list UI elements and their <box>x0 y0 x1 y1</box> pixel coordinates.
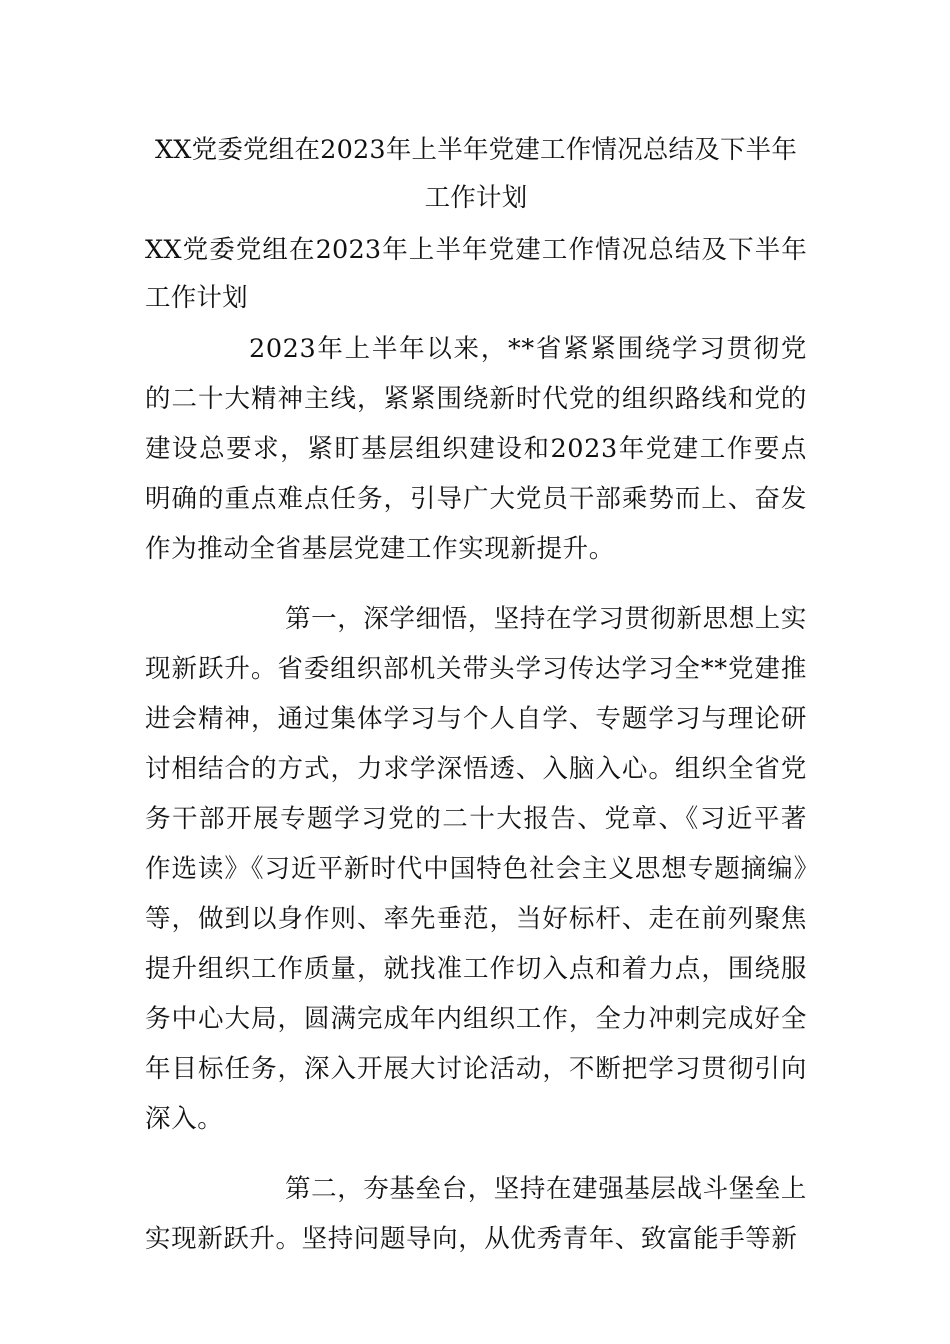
document-page <box>145 126 807 1264</box>
document-heading: XX党委党组在2023年上半年党建工作情况总结及下半年工作计划 <box>145 235 807 313</box>
body-paragraph-first-point: 第一，深学细悟，坚持在学习贯彻新思想上实现新跃升。省委组织部机关带头学习传达学习全**党建推进会精神，通过集体学习与个人自学、专题学习与理论研讨相结合的方式，力求学深悟透、入脑入心。组织全省党务干部开展专题学习党的二十大报告、党章、《习近平著作选读》《习近平新时代中国特色社会主义思想专题摘编》等，做到以身作则、率先垂范，当好标杆、走在前列聚焦提升组织工作质量，就找准工作切入点和着力点，围绕服务中心大局，圆满完成年内组织工作，全力冲刺完成好全年目标任务，深入开展大讨论活动，不断把学习贯彻引向深入。 <box>145 604 808 1134</box>
body-paragraph-second-point: 第二，夯基垒台，坚持在建强基层战斗堡垒上实现新跃升。坚持问题导向，从优秀青年、致富能手等新 <box>145 1174 808 1254</box>
document-title: XX党委党组在2023年上半年党建工作情况总结及下半年工作计划 <box>154 135 798 213</box>
body-paragraph-intro: 2023年上半年以来，**省紧紧围绕学习贯彻党的二十大精神主线，紧紧围绕新时代党的组织路线和党的建设总要求，紧盯基层组织建设和2023年党建工作要点明确的重点难点任务，引导广大党员干部乘势而上、奋发作为推动全省基层党建工作实现新提升。 <box>145 334 807 564</box>
